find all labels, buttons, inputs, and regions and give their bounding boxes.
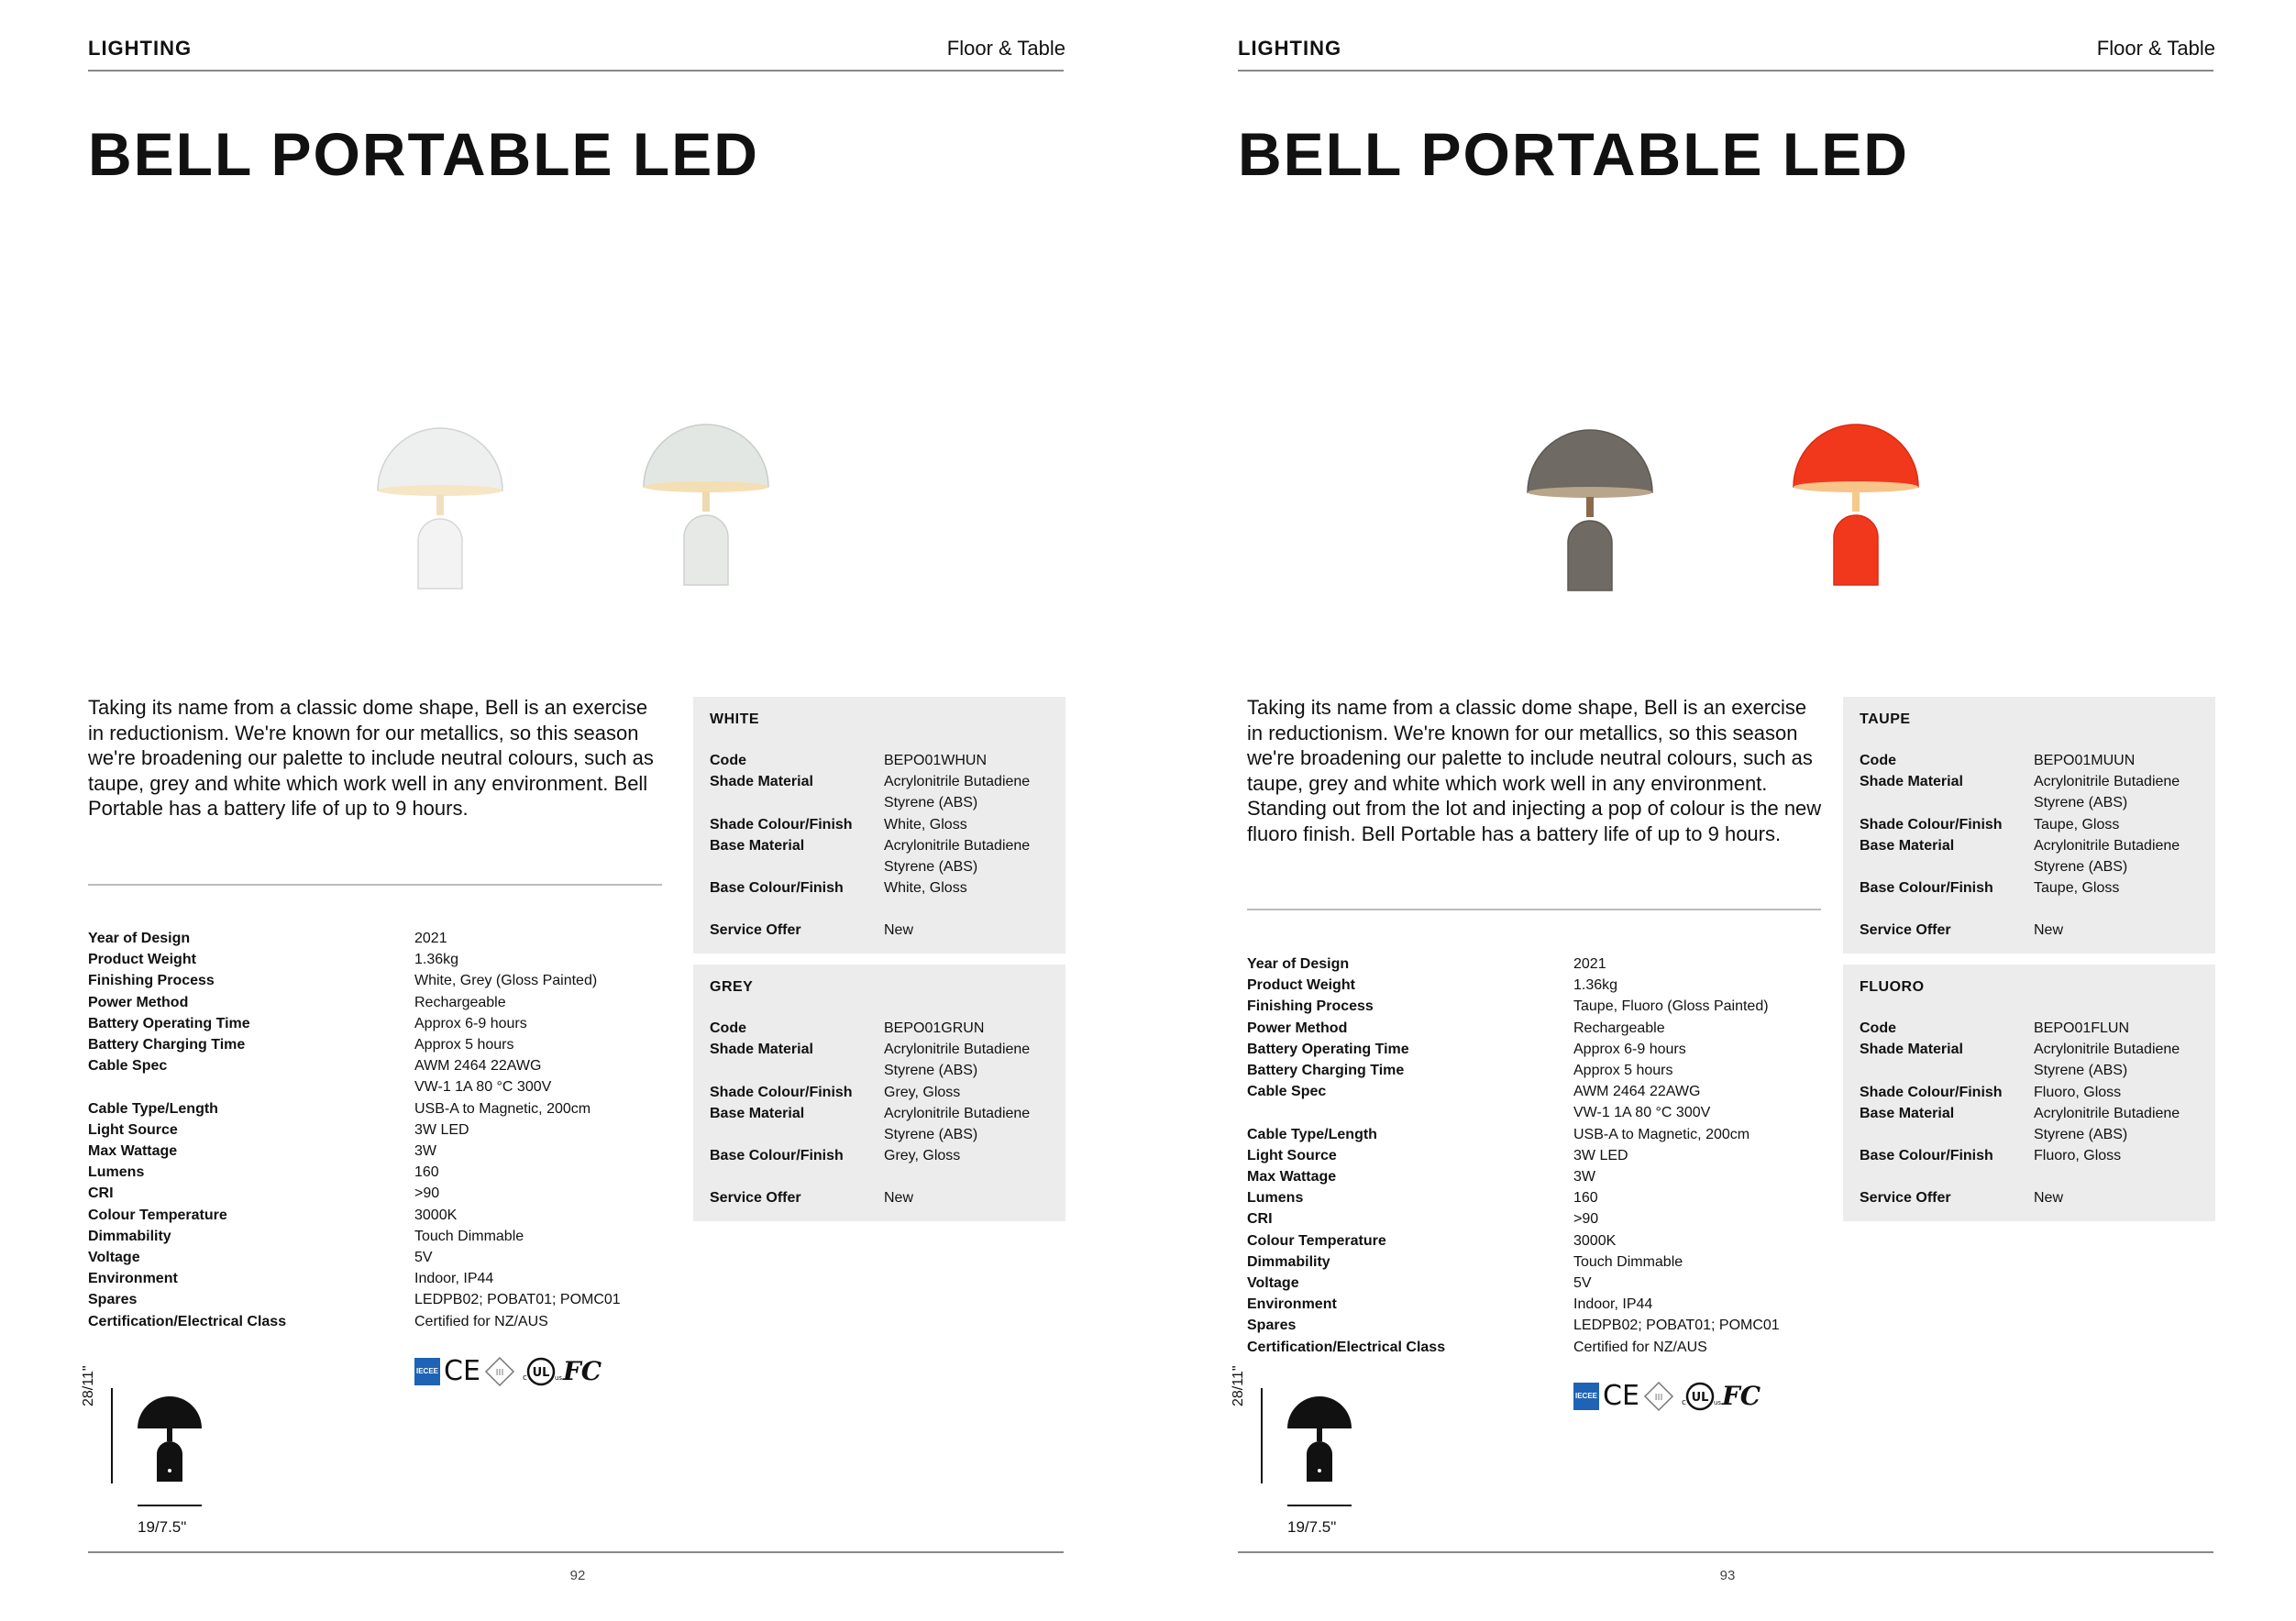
variant-value-line: Styrene (ABS)	[884, 795, 978, 811]
variant-value-line: Acrylonitrile Butadiene	[2034, 774, 2180, 790]
spec-row	[1247, 1273, 1834, 1294]
variant-row	[1860, 1187, 2206, 1208]
variant-row	[710, 835, 1056, 877]
variant-row	[710, 750, 1056, 771]
variant-value: Taupe, Gloss	[2034, 816, 2120, 833]
spec-label: Cable Spec	[88, 1058, 168, 1075]
category-label: Floor & Table	[946, 37, 1065, 60]
spec-value: 5V	[1573, 1275, 1592, 1292]
spec-label: Spares	[88, 1292, 138, 1308]
spec-value: 5V	[414, 1250, 433, 1266]
spec-value: LEDPB02; POBAT01; POMC01	[1573, 1318, 1780, 1334]
variant-row	[1860, 877, 2206, 899]
variant-value: Fluoro, Gloss	[2034, 1084, 2122, 1100]
spec-row	[88, 1013, 675, 1034]
product-title: BELL PORTABLE LED	[1238, 120, 1909, 188]
spec-value: USB-A to Magnetic, 200cm	[414, 1100, 591, 1117]
lamp-taupe-image	[1526, 405, 1654, 598]
variant-label: Shade Material	[710, 1042, 813, 1058]
spec-value: >90	[414, 1185, 440, 1202]
spec-label: Certification/Electrical Class	[1247, 1339, 1446, 1355]
spec-value: 3W	[1573, 1169, 1595, 1185]
spec-value: Touch Dimmable	[414, 1228, 524, 1244]
dimension-height: 28/11"	[1231, 1365, 1246, 1406]
spec-label: Battery Operating Time	[88, 1015, 250, 1031]
variant-label: Shade Material	[1860, 774, 1963, 790]
spec-label: CRI	[88, 1185, 114, 1202]
spec-value	[1573, 1081, 1834, 1123]
variant-label: Shade Colour/Finish	[710, 1084, 853, 1100]
spec-value: Taupe, Fluoro (Gloss Painted)	[1573, 998, 1769, 1015]
variant-label: Base Colour/Finish	[1860, 1148, 1993, 1164]
page-number: 92	[569, 1568, 586, 1583]
variant-label: Base Colour/Finish	[710, 1148, 844, 1164]
header-divider	[1238, 70, 2213, 72]
category-label: Floor & Table	[2096, 37, 2215, 60]
catalog-page-left	[0, 0, 1146, 1621]
description-divider	[1247, 909, 1821, 910]
variant-row	[1860, 835, 2206, 877]
spec-label: Battery Charging Time	[1247, 1063, 1405, 1079]
spec-label: Voltage	[88, 1250, 140, 1266]
spec-row	[88, 1141, 675, 1162]
variant-value	[2034, 1039, 2206, 1081]
variant-label: Code	[710, 753, 746, 768]
variant-row	[710, 1039, 1056, 1081]
footer-divider	[1238, 1551, 2213, 1553]
spec-row	[1247, 1230, 1834, 1252]
spec-label: Light Source	[1247, 1147, 1337, 1163]
footer-divider	[88, 1551, 1064, 1553]
svg-text:c: c	[522, 1373, 527, 1383]
spec-value: Rechargeable	[414, 994, 506, 1010]
spec-value: Certified for NZ/AUS	[1573, 1339, 1707, 1355]
lamp-grey-image	[642, 400, 770, 592]
variant-card-grey	[693, 965, 1065, 1221]
dimension-diagram	[1256, 1383, 1430, 1557]
ce-mark-icon: CE	[444, 1355, 480, 1387]
variant-value-line: Styrene (ABS)	[884, 1127, 978, 1143]
spec-row	[88, 1098, 675, 1119]
description-divider	[88, 884, 662, 886]
spec-label: Certification/Electrical Class	[88, 1313, 287, 1329]
variant-row	[1860, 1145, 2206, 1166]
variant-label: Shade Material	[710, 774, 813, 790]
spec-row	[1247, 1294, 1834, 1315]
spec-value: White, Grey (Gloss Painted)	[414, 973, 598, 989]
variant-label: Base Colour/Finish	[1860, 880, 1993, 897]
spec-value-line: VW-1 1A 80 °C 300V	[1573, 1105, 1711, 1121]
spec-row	[1247, 1124, 1834, 1145]
spec-value: 160	[414, 1164, 439, 1181]
spec-row	[88, 1162, 675, 1183]
variant-value: Grey, Gloss	[884, 1148, 961, 1164]
spec-label: Colour Temperature	[1247, 1232, 1386, 1249]
spec-value: 3W	[414, 1143, 436, 1160]
spec-label: Spares	[1247, 1318, 1297, 1334]
spec-label: Lumens	[1247, 1190, 1304, 1207]
spec-value: 3000K	[1573, 1232, 1617, 1249]
spec-value: 2021	[414, 931, 447, 946]
variant-value-line: Acrylonitrile Butadiene	[884, 774, 1031, 790]
spec-value: 3W LED	[414, 1121, 469, 1138]
variant-label: Code	[1860, 1020, 1896, 1036]
variant-row	[710, 771, 1056, 813]
variant-code: BEPO01GRUN	[884, 1020, 985, 1036]
variant-value-line: Acrylonitrile Butadiene	[2034, 1042, 2180, 1058]
dimension-diagram	[106, 1383, 281, 1557]
svg-text:c: c	[1681, 1397, 1686, 1407]
dimension-width: 19/7.5"	[1287, 1518, 1337, 1536]
variant-code: BEPO01MUUN	[2034, 753, 2136, 768]
product-description: Taking its name from a classic dome shape, Bell is an exercise in reductionism. We're known for our metallics, so this season we're broadening our palette to include neutral colours, such as taupe, grey and white which work well in any environment. Bell Portable has a battery life of up to 9 hours.	[88, 696, 654, 820]
variant-value: New	[2034, 922, 2064, 939]
variant-value: Taupe, Gloss	[2034, 880, 2120, 897]
spec-row	[88, 1034, 675, 1055]
spec-label: Power Method	[88, 994, 189, 1010]
variant-value: New	[884, 1190, 914, 1207]
variant-label: Base Material	[1860, 837, 1955, 854]
spec-value: Certified for NZ/AUS	[414, 1313, 548, 1329]
variant-label: Code	[1860, 753, 1896, 768]
spec-value: Approx 6-9 hours	[414, 1015, 527, 1031]
variant-label: Code	[710, 1020, 746, 1036]
spec-label: Finishing Process	[88, 973, 215, 989]
variant-value-line: Styrene (ABS)	[884, 1063, 978, 1079]
spec-label: Dimmability	[1247, 1253, 1330, 1270]
variant-value-line: Styrene (ABS)	[2034, 859, 2128, 876]
variant-label: Shade Colour/Finish	[1860, 1084, 2003, 1100]
spec-list	[1247, 954, 1834, 1358]
spec-row	[88, 1311, 675, 1332]
variant-row	[1860, 920, 2206, 941]
variant-row	[1860, 771, 2206, 813]
class-iii-icon	[484, 1356, 515, 1387]
variant-row	[1860, 750, 2206, 771]
variant-value-line: Styrene (ABS)	[884, 859, 978, 876]
spec-label: Battery Charging Time	[88, 1037, 246, 1053]
culus-mark-icon	[519, 1356, 562, 1387]
variant-card-taupe	[1843, 697, 2215, 954]
spec-row	[1247, 1081, 1834, 1123]
variant-value: Fluoro, Gloss	[2034, 1148, 2122, 1164]
page-number: 93	[1719, 1568, 1736, 1583]
variant-label: Shade Colour/Finish	[1860, 816, 2003, 833]
spec-row	[88, 1119, 675, 1141]
variant-value	[2034, 771, 2206, 813]
variant-value	[884, 1103, 1056, 1145]
variant-value: Grey, Gloss	[884, 1084, 961, 1100]
spec-row	[1247, 954, 1834, 975]
spec-row	[1247, 1060, 1834, 1081]
dimension-height: 28/11"	[81, 1365, 96, 1406]
spec-label: Cable Type/Length	[1247, 1126, 1377, 1142]
variant-label: Service Offer	[1860, 922, 1951, 939]
spec-label: CRI	[1247, 1211, 1273, 1228]
variant-row	[710, 920, 1056, 941]
spec-label: Product Weight	[1247, 977, 1355, 994]
spec-label: Power Method	[1247, 1020, 1348, 1036]
class-iii-label: III	[495, 1367, 504, 1378]
variant-value-line: Styrene (ABS)	[2034, 795, 2128, 811]
spec-row	[1247, 1208, 1834, 1230]
variant-name: WHITE	[710, 711, 760, 727]
spec-value: Approx 5 hours	[1573, 1063, 1673, 1079]
spec-label: Year of Design	[88, 931, 191, 946]
spec-value-line: VW-1 1A 80 °C 300V	[414, 1079, 552, 1096]
lamp-fluoro-image	[1792, 400, 1920, 592]
spec-label: Max Wattage	[88, 1143, 178, 1160]
spec-row	[88, 1183, 675, 1204]
header-divider	[88, 70, 1064, 72]
spec-value: LEDPB02; POBAT01; POMC01	[414, 1292, 621, 1308]
spec-row	[1247, 1145, 1834, 1166]
section-label: LIGHTING	[88, 37, 193, 60]
variant-name: TAUPE	[1860, 711, 1911, 727]
spec-value-line: AWM 2464 22AWG	[1573, 1084, 1701, 1100]
spec-row	[1247, 1187, 1834, 1208]
certification-marks	[414, 1355, 602, 1387]
class-iii-icon	[1643, 1381, 1674, 1412]
fc-mark-icon: FC	[562, 1356, 602, 1386]
spec-row	[1247, 1252, 1834, 1273]
spec-label: Light Source	[88, 1121, 178, 1138]
spec-label: Lumens	[88, 1164, 145, 1181]
spec-row	[88, 1289, 675, 1310]
spec-row	[88, 970, 675, 991]
spec-row	[1247, 1337, 1834, 1358]
spec-label: Environment	[88, 1271, 178, 1287]
svg-text:us: us	[1713, 1398, 1721, 1406]
culus-mark-icon	[1678, 1381, 1721, 1412]
variant-row	[710, 877, 1056, 899]
spec-row	[88, 992, 675, 1013]
class-iii-label: III	[1654, 1392, 1663, 1403]
variant-label: Base Material	[710, 837, 805, 854]
variant-row	[710, 1103, 1056, 1145]
variant-row	[1860, 1039, 2206, 1081]
spec-row	[88, 1247, 675, 1268]
variant-row	[710, 814, 1056, 835]
spec-row	[1247, 975, 1834, 996]
variant-row	[710, 1082, 1056, 1103]
variant-code: BEPO01WHUN	[884, 753, 988, 768]
lamp-white-image	[376, 403, 504, 596]
variant-value	[884, 771, 1056, 813]
spec-value-line: AWM 2464 22AWG	[414, 1058, 542, 1075]
variant-label: Base Colour/Finish	[710, 880, 844, 897]
variant-value-line: Acrylonitrile Butadiene	[884, 837, 1031, 854]
spec-label: Dimmability	[88, 1228, 171, 1244]
svg-text:us: us	[554, 1373, 562, 1382]
spec-value: Indoor, IP44	[1573, 1296, 1653, 1313]
spec-value: Approx 6-9 hours	[1573, 1041, 1686, 1057]
spec-value: Indoor, IP44	[414, 1271, 494, 1287]
variant-value-line: Acrylonitrile Butadiene	[2034, 1105, 2180, 1121]
spec-value: USB-A to Magnetic, 200cm	[1573, 1126, 1750, 1142]
spec-value: 160	[1573, 1190, 1598, 1207]
spec-value: 1.36kg	[414, 952, 459, 968]
variant-value-line: Acrylonitrile Butadiene	[884, 1042, 1031, 1058]
spec-label: Voltage	[1247, 1275, 1299, 1292]
spec-value: 2021	[1573, 956, 1606, 972]
spec-value: 3000K	[414, 1207, 458, 1223]
certification-marks	[1573, 1380, 1761, 1412]
variant-code: BEPO01FLUN	[2034, 1020, 2130, 1036]
variant-value: White, Gloss	[884, 880, 967, 897]
svg-text:UL: UL	[1691, 1390, 1709, 1405]
spec-row	[88, 1226, 675, 1247]
spec-row	[88, 1268, 675, 1289]
spec-row	[1247, 1166, 1834, 1187]
variant-row	[710, 1145, 1056, 1166]
catalog-page-right	[1150, 0, 2296, 1621]
ce-mark-icon: CE	[1603, 1380, 1639, 1412]
dimension-width: 19/7.5"	[138, 1518, 187, 1536]
variant-value-line: Acrylonitrile Butadiene	[2034, 837, 2180, 854]
variant-value	[884, 1039, 1056, 1081]
variant-row	[1860, 1082, 2206, 1103]
spec-label: Colour Temperature	[88, 1207, 227, 1223]
svg-text:UL: UL	[532, 1365, 550, 1380]
spec-row	[1247, 996, 1834, 1017]
spec-value: Touch Dimmable	[1573, 1253, 1683, 1270]
variant-label: Shade Colour/Finish	[710, 816, 853, 833]
spec-list	[88, 928, 675, 1332]
spec-value: Approx 5 hours	[414, 1037, 514, 1053]
variant-value-line: Styrene (ABS)	[2034, 1127, 2128, 1143]
variant-label: Service Offer	[710, 922, 801, 939]
spec-row	[88, 949, 675, 970]
variant-label: Service Offer	[710, 1190, 801, 1207]
spec-label: Cable Type/Length	[88, 1100, 218, 1117]
variant-value-line: Acrylonitrile Butadiene	[884, 1105, 1031, 1121]
variant-row	[710, 1018, 1056, 1039]
variant-label: Service Offer	[1860, 1190, 1951, 1207]
variant-label: Shade Material	[1860, 1042, 1963, 1058]
variant-value: White, Gloss	[884, 816, 967, 833]
spec-value	[414, 1055, 675, 1097]
variant-label: Base Material	[1860, 1105, 1955, 1121]
product-description: Taking its name from a classic dome shape, Bell is an exercise in reductionism. We're known for our metallics, so this season we're broadening our palette to include neutral colours, such as taupe, grey and white which work well in any environment. Standing out from the lot and injecting a pop of colour is the new fluoro finish. Bell Portable has a battery life of up to 9 hours.	[1247, 696, 1822, 845]
spec-row	[88, 1205, 675, 1226]
variant-value: New	[884, 922, 914, 939]
spec-label: Environment	[1247, 1296, 1337, 1313]
variant-value	[2034, 1103, 2206, 1145]
variant-row	[1860, 1103, 2206, 1145]
spec-label: Product Weight	[88, 952, 196, 968]
spec-value: Rechargeable	[1573, 1020, 1665, 1036]
spec-row	[88, 928, 675, 949]
variant-value: New	[2034, 1190, 2064, 1207]
spec-row	[1247, 1315, 1834, 1336]
product-title: BELL PORTABLE LED	[88, 120, 759, 188]
variant-name: FLUORO	[1860, 979, 1925, 995]
variant-card-fluoro	[1843, 965, 2215, 1221]
iecee-badge-icon: IECEE	[414, 1358, 440, 1385]
variant-row	[1860, 1018, 2206, 1039]
fc-mark-icon: FC	[1721, 1381, 1761, 1411]
variant-card-white	[693, 697, 1065, 954]
variant-value-line: Styrene (ABS)	[2034, 1063, 2128, 1079]
spec-row	[1247, 1039, 1834, 1060]
spec-value: 3W LED	[1573, 1147, 1628, 1163]
variant-name: GREY	[710, 979, 754, 995]
variant-row	[1860, 814, 2206, 835]
spec-label: Cable Spec	[1247, 1084, 1327, 1100]
variant-value	[2034, 835, 2206, 877]
spec-value: >90	[1573, 1211, 1599, 1228]
spec-row	[88, 1055, 675, 1097]
spec-label: Max Wattage	[1247, 1169, 1337, 1185]
spec-label: Battery Operating Time	[1247, 1041, 1409, 1057]
variant-label: Base Material	[710, 1105, 805, 1121]
spec-label: Year of Design	[1247, 956, 1350, 972]
spec-value: 1.36kg	[1573, 977, 1618, 994]
spec-label: Finishing Process	[1247, 998, 1374, 1015]
section-label: LIGHTING	[1238, 37, 1342, 60]
variant-row	[710, 1187, 1056, 1208]
iecee-badge-icon: IECEE	[1573, 1383, 1599, 1410]
spec-row	[1247, 1018, 1834, 1039]
variant-value	[884, 835, 1056, 877]
